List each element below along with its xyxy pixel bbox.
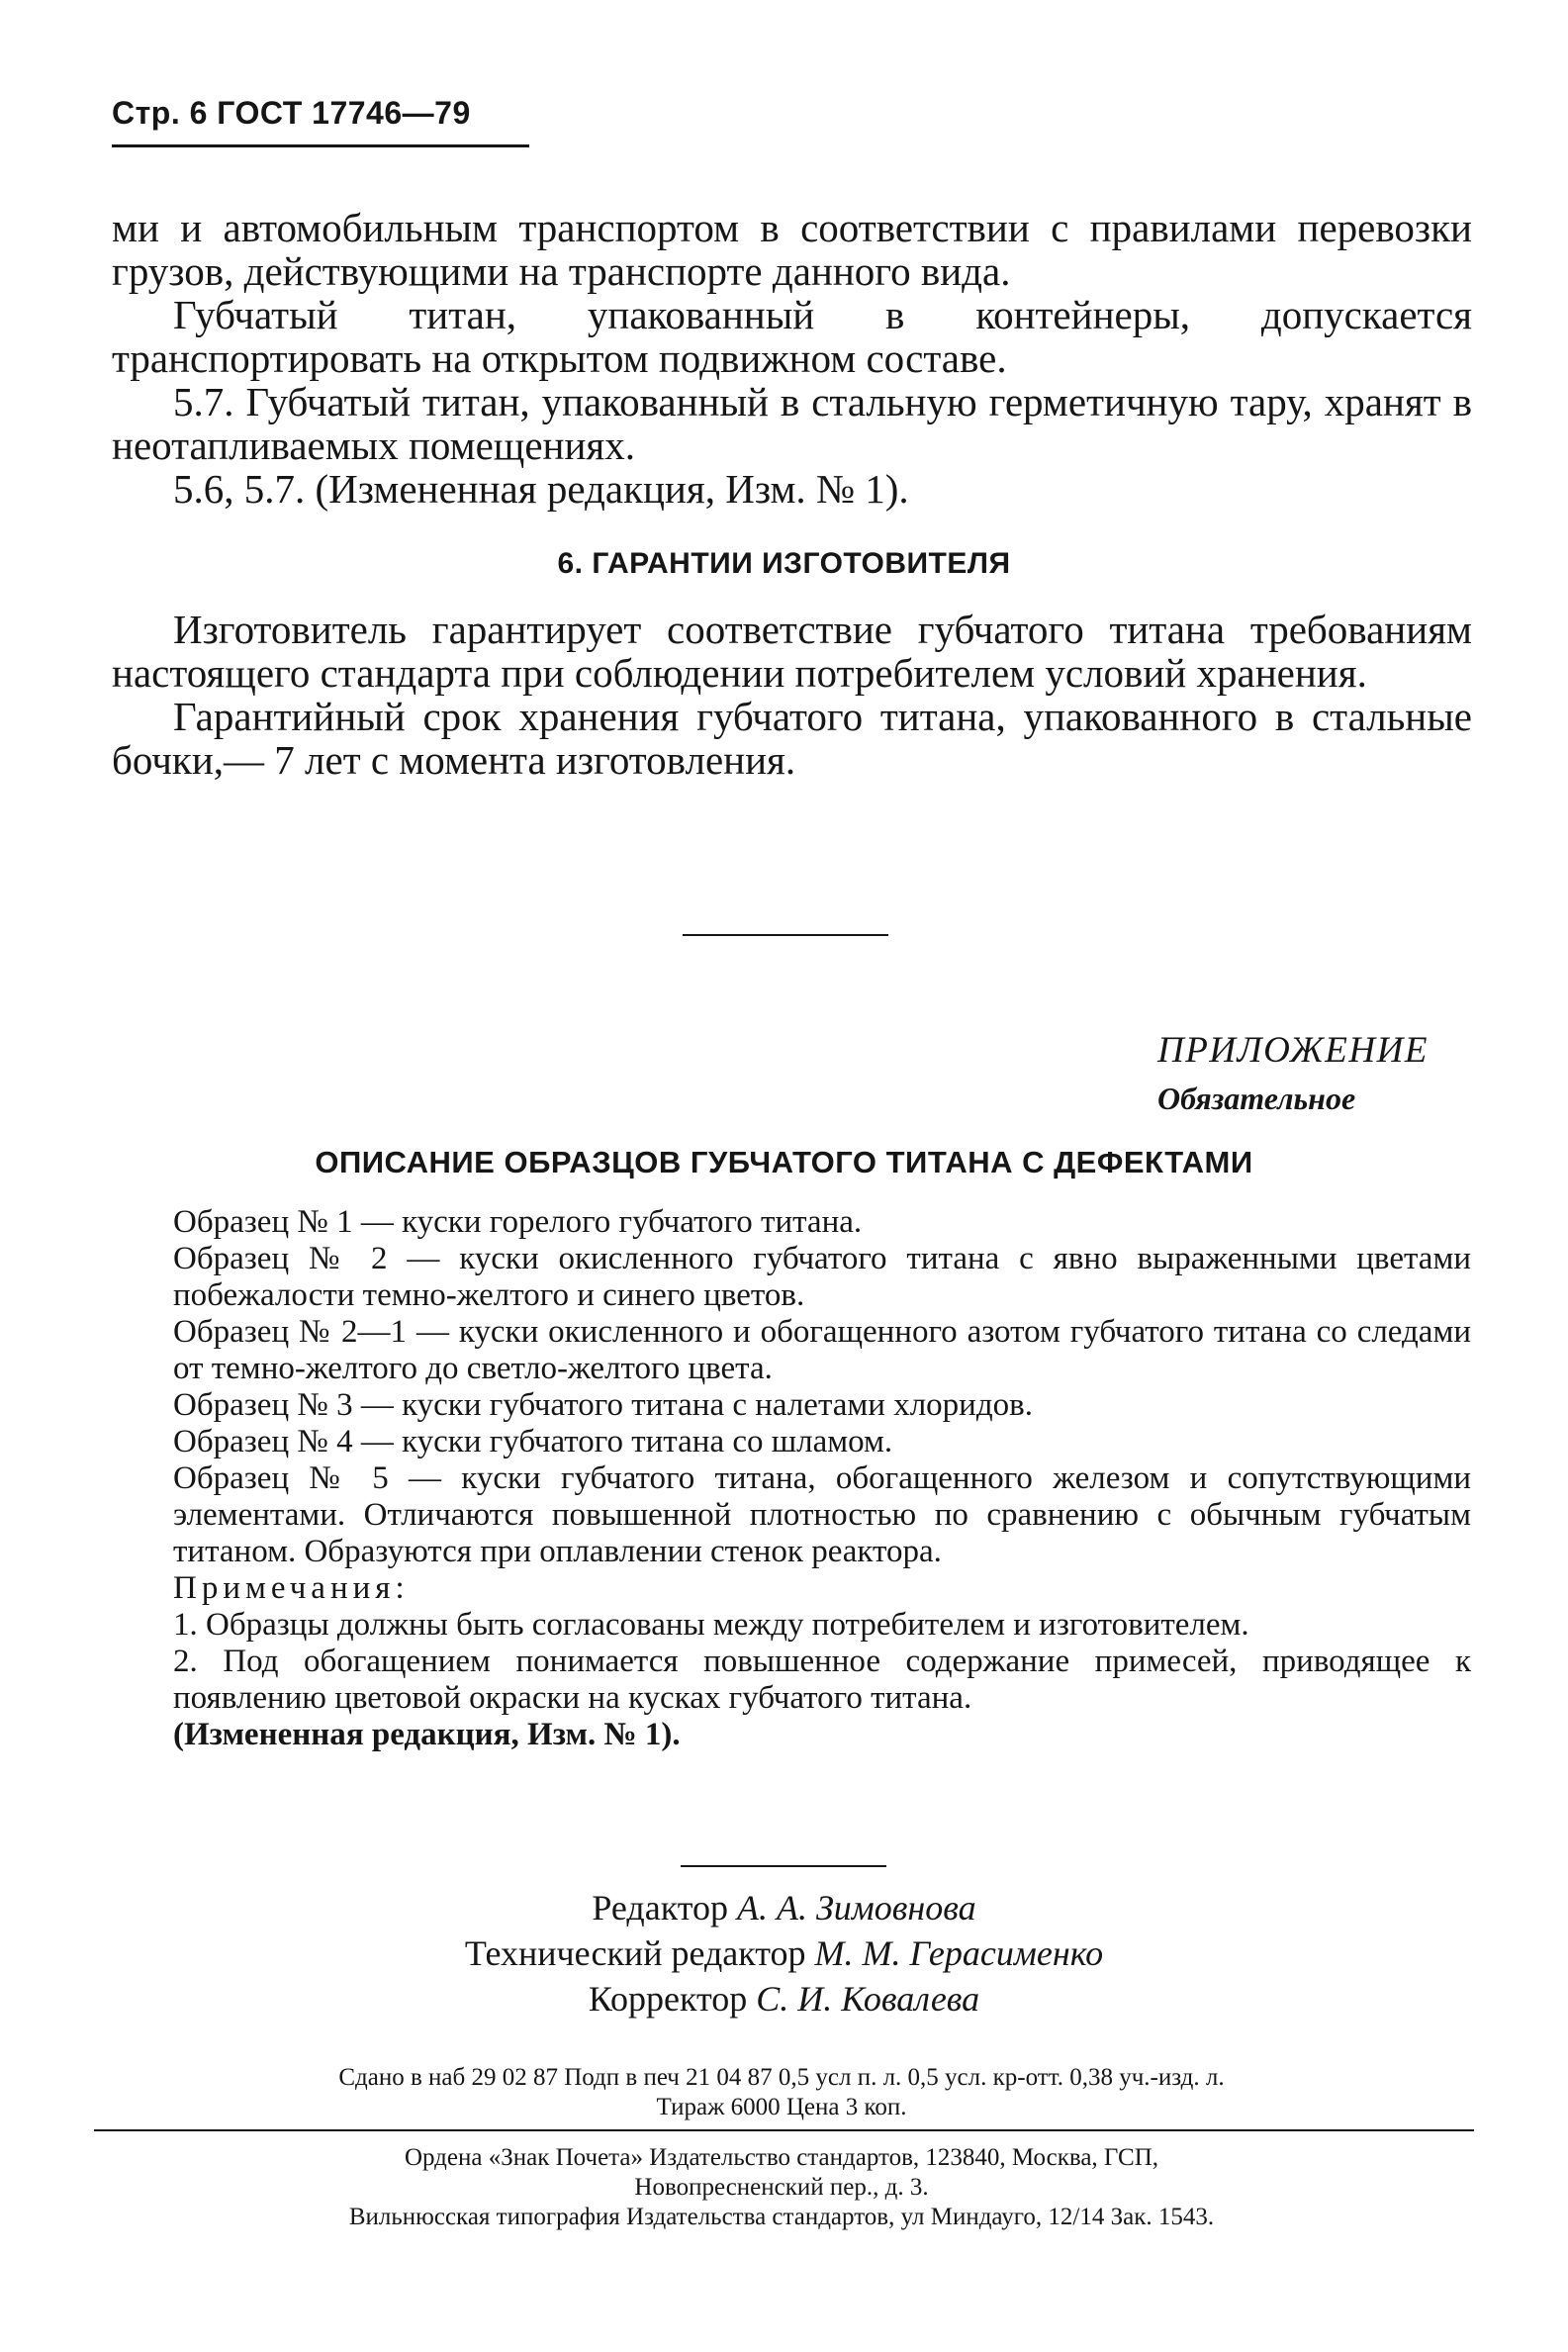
appendix-heading: ОПИСАНИЕ ОБРАЗЦОВ ГУБЧАТОГО ТИТАНА С ДЕФЕКТАМИ <box>315 1145 1253 1179</box>
appendix-subtitle: Обязательное <box>1157 1081 1356 1116</box>
imprint-line-2: Тираж 6000 Цена 3 коп. <box>656 2094 907 2120</box>
section-5-text <box>112 206 1472 511</box>
section-divider <box>683 934 888 936</box>
credits-divider <box>681 1865 886 1867</box>
section-6-text <box>112 608 1472 782</box>
credit-editor-role: Редактор <box>592 1888 728 1928</box>
paragraph-containers: Губчатый титан, упакованный в контейнеры, допускается транспортировать на открытом подвижном составе. <box>112 292 1472 381</box>
imprint-line-5: Вильнюсская типография Издательства стандартов, ул Миндауго, 12/14 Зак. 1543. <box>348 2204 1215 2230</box>
imprint-rule <box>94 2129 1474 2131</box>
credit-editor-name: А. А. Зимовнова <box>736 1888 976 1928</box>
credit-tech-editor <box>0 1930 1568 1976</box>
sample-item: Образец № 1 — куски горелого губчатого титана. <box>173 1204 863 1240</box>
credit-editor <box>0 1885 1568 1930</box>
appendix-amendment: (Измененная редакция, Изм. № 1). <box>173 1717 681 1752</box>
notes-label: Примечания: <box>173 1570 410 1606</box>
imprint-line-4: Новопресненский пер., д. 3. <box>634 2174 929 2201</box>
imprint-bottom <box>89 2143 1474 2232</box>
credit-tech-editor-role: Технический редактор <box>464 1933 806 1973</box>
paragraph-storage-term: Гарантийный срок хранения губчатого титана, упакованного в стальные бочки,— 7 лет с момента изготовления. <box>112 694 1472 783</box>
sample-item: Образец № 5 — куски губчатого титана, обогащенного железом и сопутствующими элементами. Отличаются повышенной плотностью по сравнению с обычным губчатым титаном. Образуются при оплавлении стенок реактора. <box>173 1460 1471 1569</box>
section-6-heading: 6. ГАРАНТИИ ИЗГОТОВИТЕЛЯ <box>557 547 1011 580</box>
credits-block <box>0 1885 1568 2022</box>
imprint-line-3: Ордена «Знак Почета» Издательство стандартов, 123840, Москва, ГСП, <box>404 2144 1159 2171</box>
credit-proofreader-name: С. И. Ковалева <box>756 1979 980 2019</box>
note-item: 1. Образцы должны быть согласованы между потребителем и изготовителем. <box>173 1607 1249 1643</box>
sample-item: Образец № 3 — куски губчатого титана с налетами хлоридов. <box>173 1387 1033 1423</box>
page-header: Стр. 6 ГОСТ 17746—79 <box>112 95 471 131</box>
paragraph-continuation: ми и автомобильным транспортом в соответствии с правилами перевозки грузов, действующими на транспорте данного вида. <box>112 205 1472 294</box>
paragraph-guarantee: Изготовитель гарантирует соответствие губчатого титана требованиям настоящего стандарта при соблюдении потребителем условий хранения. <box>112 607 1472 696</box>
sample-item: Образец № 2 — куски окисленного губчатого титана с явно выраженными цветами побежалости темно-желтого и синего цветов. <box>173 1241 1471 1313</box>
sample-item: Образец № 4 — куски губчатого титана со шламом. <box>173 1424 893 1459</box>
note-item: 2. Под обогащением понимается повышенное содержание примесей, приводящее к появлению цветовой окраски на кусках губчатого титана. <box>173 1644 1471 1716</box>
header-rule <box>112 144 529 147</box>
paragraph-5-7: 5.7. Губчатый титан, упакованный в стальную герметичную тару, хранят в неотапливаемых помещениях. <box>112 379 1472 468</box>
amendment-note-5 <box>112 467 1472 511</box>
sample-item: Образец № 2—1 — куски окисленного и обогащенного азотом губчатого титана со следами от темно-желтого до светло-желтого цвета. <box>173 1314 1471 1386</box>
samples-list <box>173 1204 1471 1753</box>
appendix-title: ПРИЛОЖЕНИЕ <box>1157 1030 1429 1071</box>
imprint-top <box>89 2063 1474 2122</box>
credit-proofreader <box>0 1976 1568 2022</box>
imprint-line-1: Сдано в наб 29 02 87 Подп в печ 21 04 87 0,5 усл п. л. 0,5 усл. кр-отт. 0,38 уч.-изд. л. <box>338 2064 1225 2091</box>
amendment-note-5-text: 5.6, 5.7. (Измененная редакция, Изм. № 1). <box>173 466 909 512</box>
credit-proofreader-role: Корректор <box>588 1979 748 2019</box>
credit-tech-editor-name: М. М. Герасименко <box>814 1933 1104 1973</box>
